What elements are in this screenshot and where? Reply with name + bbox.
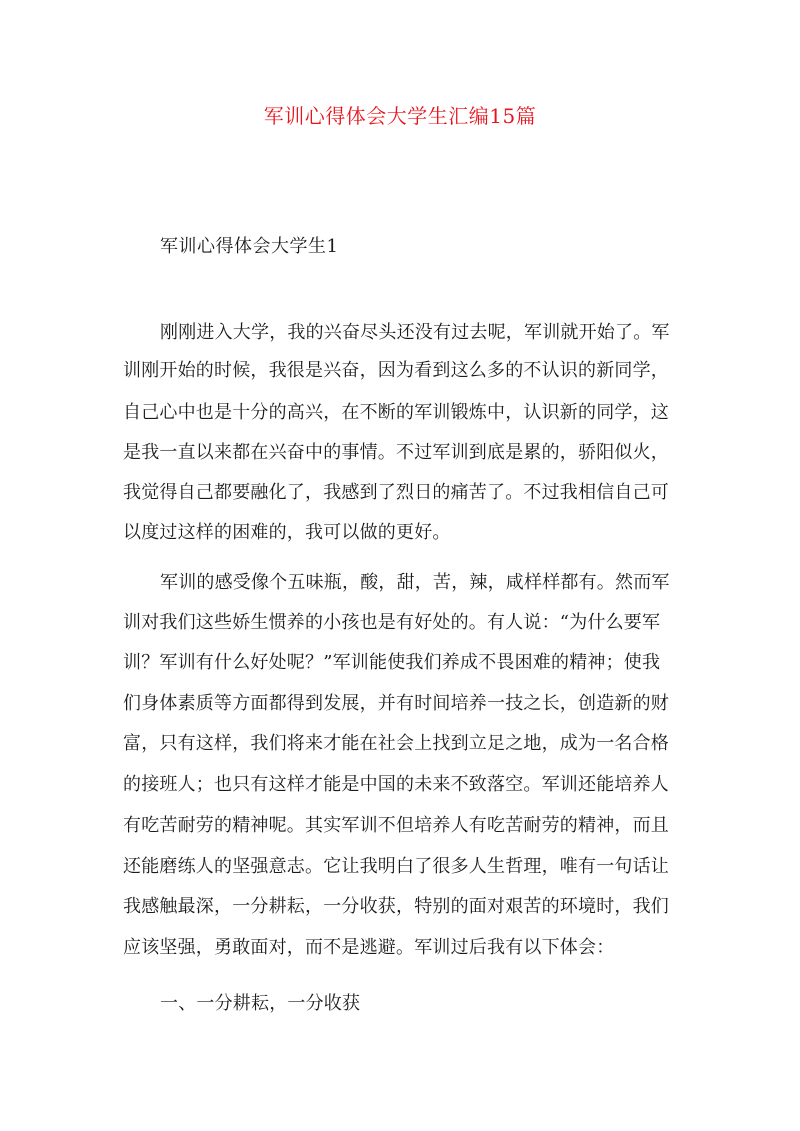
- paragraph-line: 以度过这样的困难的，我可以做的更好。: [123, 522, 451, 543]
- paragraph-line: 我感触最深，一分耕耘，一分收获，特别的面对艰苦的环境时，我们: [123, 896, 669, 917]
- paragraph-line: 训对我们这些娇生惯养的小孩也是有好处的。有人说：“为什么要军: [123, 612, 661, 633]
- paragraph-line: 是我一直以来都在兴奋中的事情。不过军训到底是累的，骄阳似火，: [123, 442, 669, 463]
- paragraph-line: 我觉得自己都要融化了，我感到了烈日的痛苦了。不过我相信自己可: [123, 482, 669, 503]
- paragraph-line: 富，只有这样，我们将来才能在社会上找到立足之地，成为一名合格: [123, 733, 669, 754]
- paragraph-line: 还能磨练人的坚强意志。它让我明白了很多人生哲理，唯有一句话让: [123, 856, 669, 877]
- paragraph-line: 们身体素质等方面都得到发展，并有时间培养一技之长，创造新的财: [123, 693, 669, 714]
- section-heading: 军训心得体会大学生1: [160, 236, 339, 257]
- document-title: 军训心得体会大学生汇编15篇: [263, 104, 537, 128]
- paragraph-line: 自己心中也是十分的高兴，在不断的军训锻炼中，认识新的同学，这: [123, 402, 669, 423]
- paragraph-line: 有吃苦耐劳的精神呢。其实军训不但培养人有吃苦耐劳的精神，而且: [123, 815, 669, 836]
- paragraph-line: 训刚开始的时候，我很是兴奋，因为看到这么多的不认识的新同学，: [123, 360, 669, 381]
- paragraph-line: 刚刚进入大学，我的兴奋尽头还没有过去呢，军训就开始了。军: [160, 322, 670, 343]
- paragraph-line: 训？军训有什么好处呢？”军训能使我们养成不畏困难的精神；使我: [123, 652, 661, 673]
- paragraph-line: 军训的感受像个五味瓶，酸，甜，苦，辣，咸样样都有。然而军: [160, 572, 670, 593]
- numbered-point: 一、一分耕耘，一分收获: [160, 993, 361, 1014]
- paragraph-line: 应该坚强，勇敢面对，而不是逃避。军训过后我有以下体会：: [123, 937, 615, 958]
- paragraph-line: 的接班人；也只有这样才能是中国的未来不致落空。军训还能培养人: [123, 774, 669, 795]
